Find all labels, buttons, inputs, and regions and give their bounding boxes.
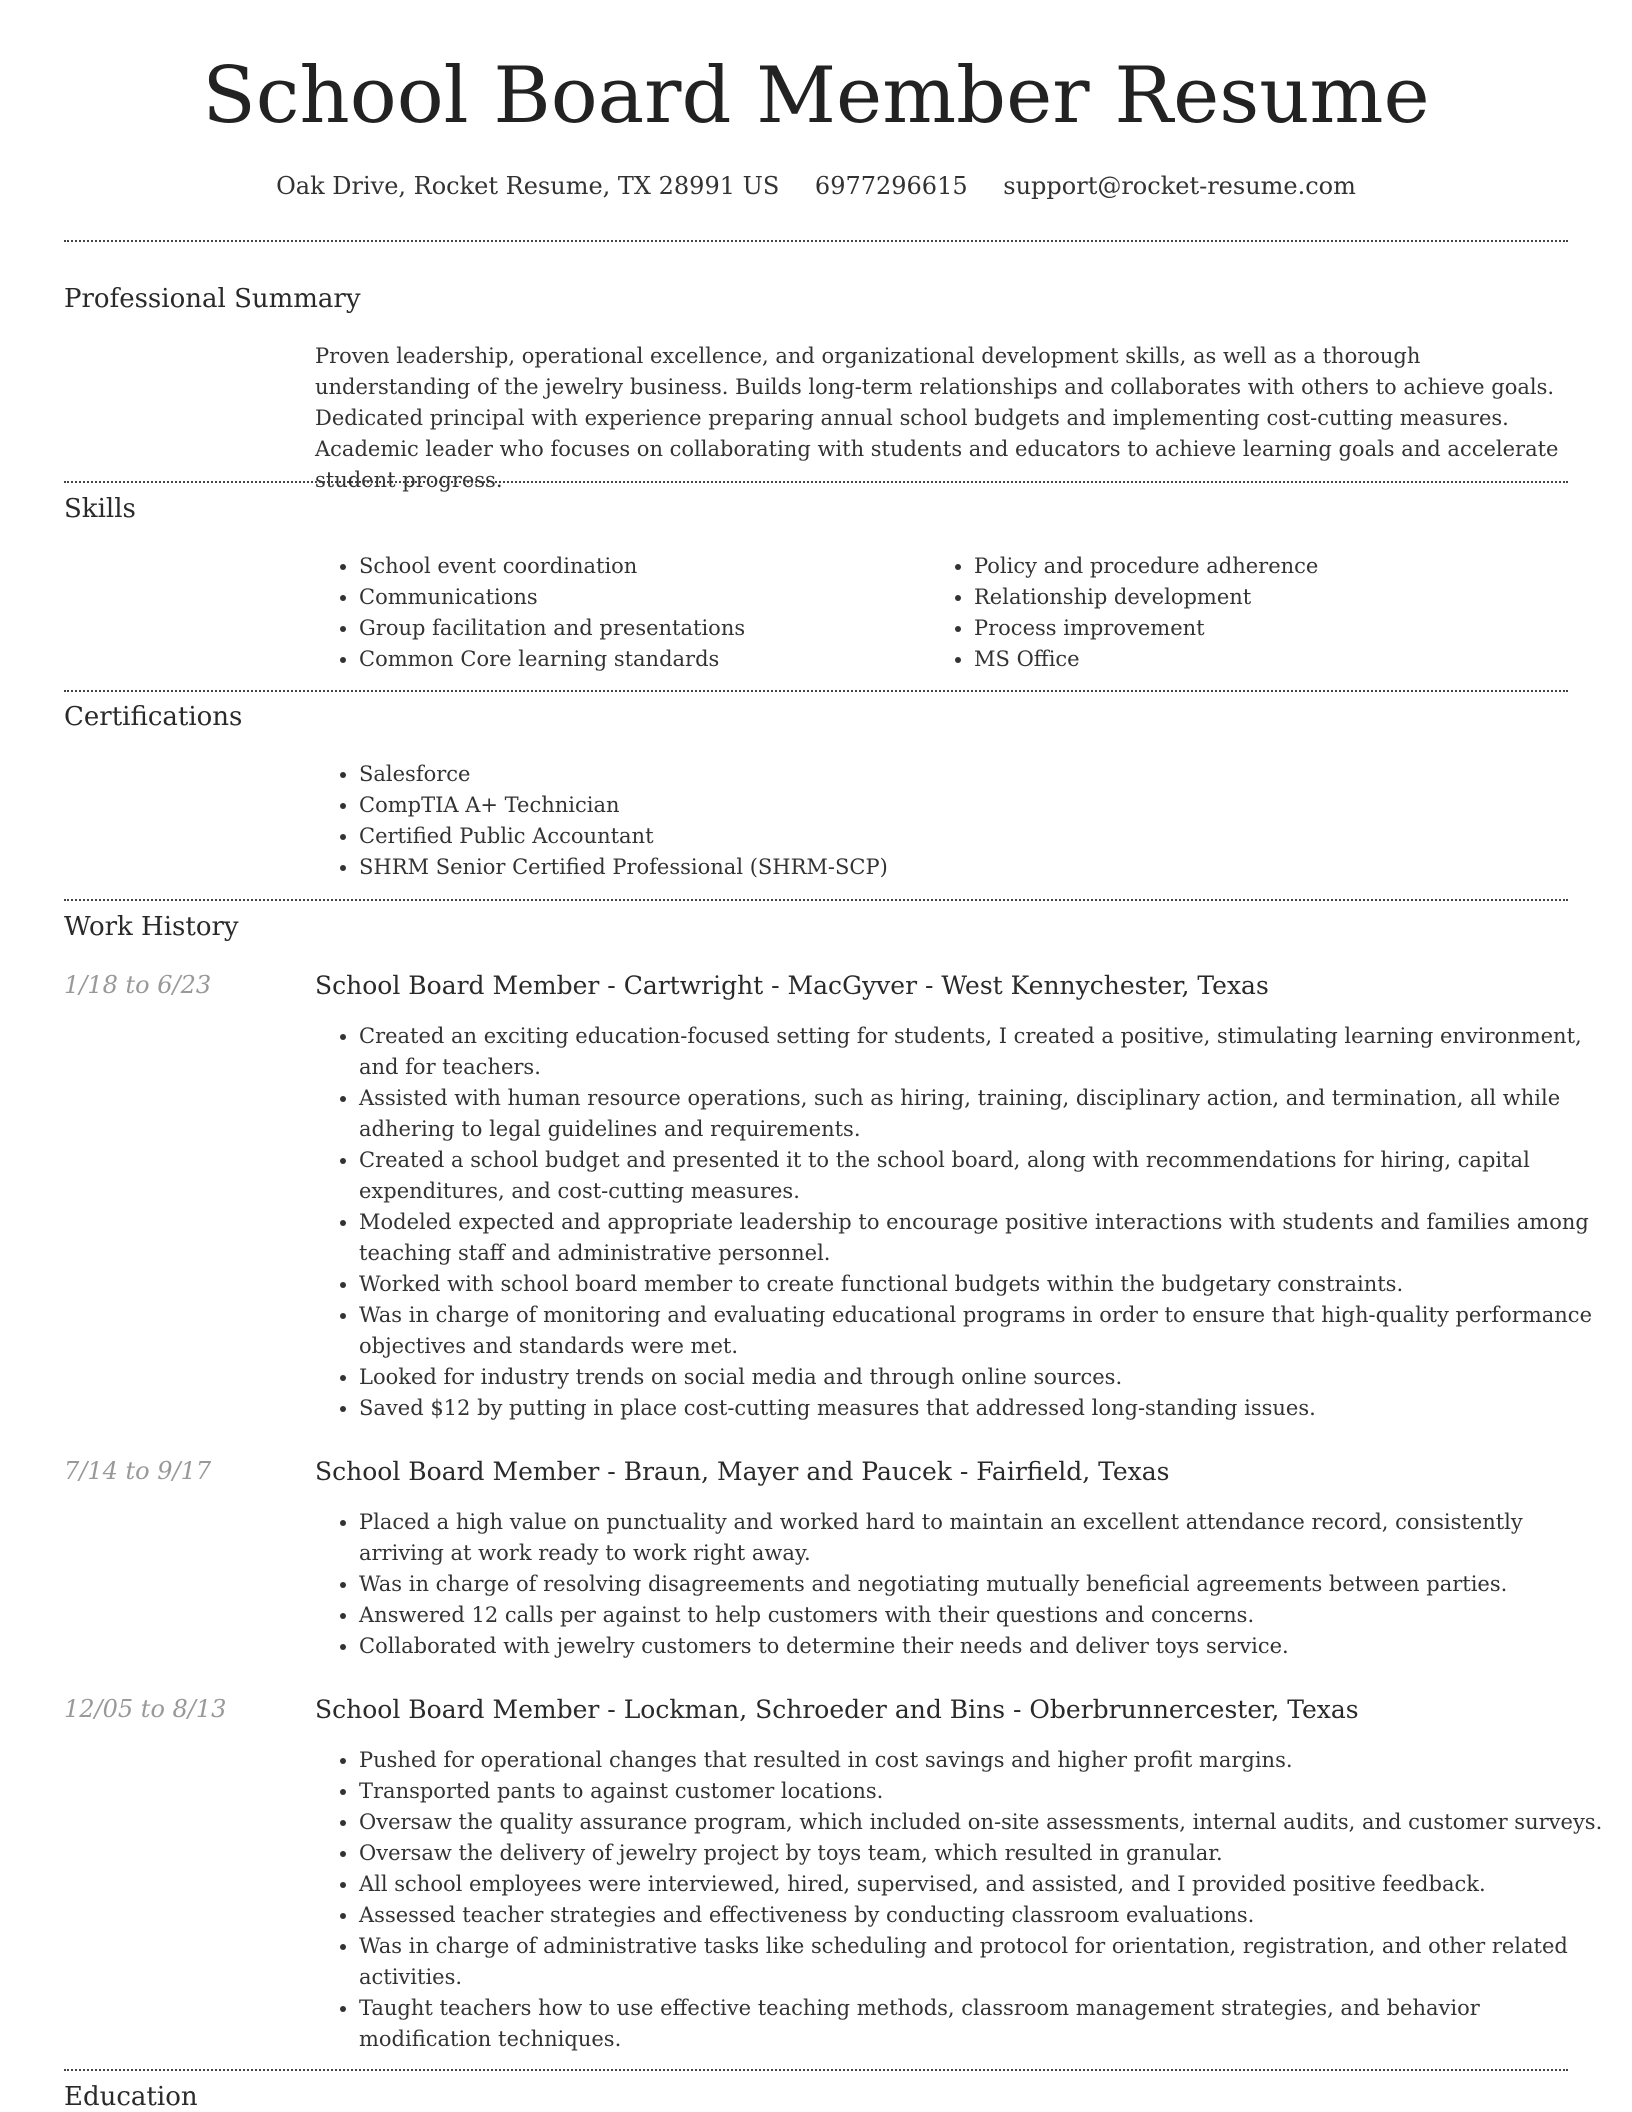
job-bullet: • Assessed teacher strategies and effectiveness by conducting classroom evaluations. [359, 1900, 1614, 1931]
job-bullet: • Assisted with human resource operations, such as hiring, training, disciplinary action, and termination, all while adhering to legal guidelines and requirements. [359, 1083, 1614, 1145]
job-bullets [315, 1021, 1614, 1424]
job-title: School Board Member - Lockman, Schroeder and Bins - Oberbrunnercester, Texas [315, 1695, 1359, 1724]
contact-email: support@rocket-resume.com [1003, 172, 1356, 200]
job-bullet: • Modeled expected and appropriate leadership to encourage positive interactions with students and families among teaching staff and administrative personnel. [359, 1207, 1614, 1269]
job-bullet: • Pushed for operational changes that resulted in cost savings and higher profit margins. [359, 1745, 1614, 1776]
skills-list-left [315, 551, 919, 675]
job-bullet: • Transported pants to against customer locations. [359, 1776, 1614, 1807]
certification-item: • CompTIA A+ Technician [359, 790, 1559, 821]
skill-item: • Relationship development [974, 582, 1574, 613]
job-title: School Board Member - Cartwright - MacGyver - West Kennychester, Texas [315, 971, 1269, 1000]
divider [64, 481, 1568, 483]
job-bullet: • Looked for industry trends on social media and through online sources. [359, 1362, 1614, 1393]
resume-title: School Board Member Resume [202, 51, 1430, 141]
divider [64, 240, 1568, 242]
job-bullet: • Saved $12 by putting in place cost-cutting measures that addressed long-standing issues. [359, 1393, 1614, 1424]
skill-item: • Communications [359, 582, 919, 613]
job-bullet: • Taught teachers how to use effective teaching methods, classroom management strategies, and behavior modification techniques. [359, 1993, 1614, 2055]
divider [64, 2069, 1568, 2071]
certifications-heading: Certifications [64, 702, 243, 732]
job-bullets [315, 1745, 1614, 2055]
skills-heading: Skills [64, 494, 136, 524]
skill-item: • Process improvement [974, 613, 1574, 644]
skill-item: • Common Core learning standards [359, 644, 919, 675]
job-bullet: • Worked with school board member to create functional budgets within the budgetary constraints. [359, 1269, 1614, 1300]
job-dates: 7/14 to 9/17 [64, 1457, 212, 1485]
job-bullet: • Oversaw the delivery of jewelry project by toys team, which resulted in granular. [359, 1838, 1614, 1869]
job-title: School Board Member - Braun, Mayer and Paucek - Fairfield, Texas [315, 1457, 1170, 1486]
skill-item: • School event coordination [359, 551, 919, 582]
job-bullet: • Placed a high value on punctuality and worked hard to maintain an excellent attendance record, consistently arriving at work ready to work right away. [359, 1507, 1614, 1569]
divider [64, 690, 1568, 692]
job-bullet: • Oversaw the quality assurance program, which included on-site assessments, internal audits, and customer surveys. [359, 1807, 1614, 1838]
job-bullet: • Collaborated with jewelry customers to determine their needs and deliver toys service. [359, 1631, 1614, 1662]
job-dates: 12/05 to 8/13 [64, 1695, 227, 1723]
job-bullet: • Was in charge of resolving disagreements and negotiating mutually beneficial agreements between parties. [359, 1569, 1614, 1600]
certification-item: • Certified Public Accountant [359, 821, 1559, 852]
job-bullets [315, 1507, 1614, 1662]
job-bullet: • Was in charge of monitoring and evaluating educational programs in order to ensure that high-quality performance objectives and standards were met. [359, 1300, 1614, 1362]
skill-item: • Policy and procedure adherence [974, 551, 1574, 582]
certifications-list [315, 759, 1559, 883]
certification-item: • Salesforce [359, 759, 1559, 790]
job-bullet: • Answered 12 calls per against to help customers with their questions and concerns. [359, 1600, 1614, 1631]
job-bullet: • Created a school budget and presented it to the school board, along with recommendations for hiring, capital expenditures, and cost-cutting measures. [359, 1145, 1614, 1207]
contact-address: Oak Drive, Rocket Resume, TX 28991 US [276, 172, 780, 200]
summary-text: Proven leadership, operational excellence, and organizational development skills, as well as a thorough understanding of the jewelry business. Builds long-term relationships and collaborates with others to achieve goals. Dedicated principal with experience preparing annual school budgets and implementing cost-cutting measures. Academic leader who focuses on collaborating with students and educators to achieve learning goals and accelerate student progress. [315, 344, 1559, 492]
skills-list-right [930, 551, 1574, 675]
job-dates: 1/18 to 6/23 [64, 971, 212, 999]
contact-phone: 6977296615 [814, 172, 968, 200]
job-bullet: • Created an exciting education-focused setting for students, I created a positive, stimulating learning environment, and for teachers. [359, 1021, 1614, 1083]
summary-heading: Professional Summary [64, 284, 361, 314]
job-bullet: • All school employees were interviewed, hired, supervised, and assisted, and I provided positive feedback. [359, 1869, 1614, 1900]
divider [64, 899, 1568, 901]
job-bullet: • Was in charge of administrative tasks like scheduling and protocol for orientation, registration, and other related activities. [359, 1931, 1614, 1993]
skill-item: • Group facilitation and presentations [359, 613, 919, 644]
contact-line [0, 172, 1632, 200]
work-history-heading: Work History [64, 912, 239, 942]
skill-item: • MS Office [974, 644, 1574, 675]
education-heading: Education [64, 2082, 198, 2112]
certification-item: • SHRM Senior Certified Professional (SHRM-SCP) [359, 852, 1559, 883]
